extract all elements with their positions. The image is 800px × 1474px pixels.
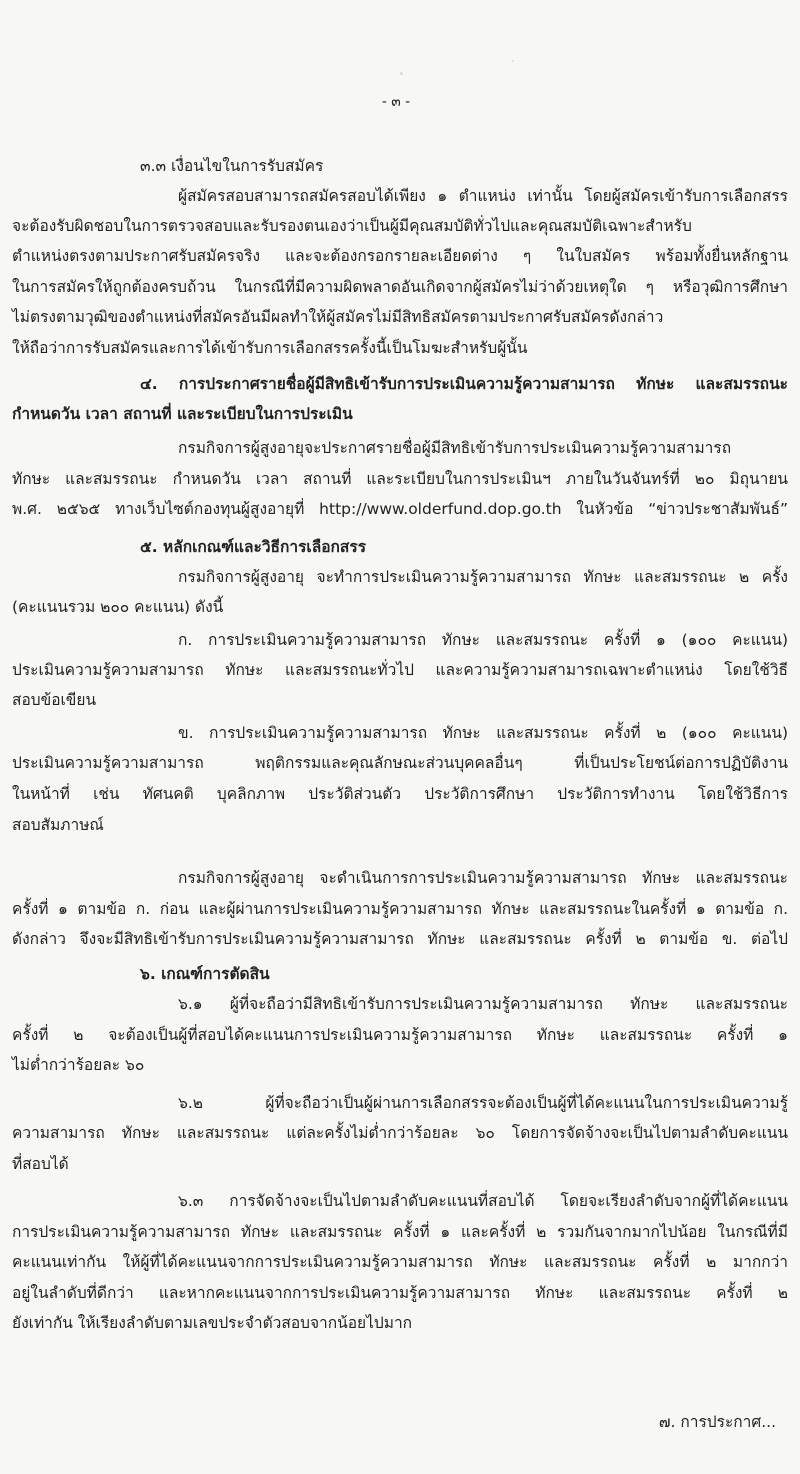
paragraph-line: ยังเท่ากัน ให้เรียงลำดับตามเลขประจำตัวสอบจากน้อยไปมาก — [12, 1314, 413, 1332]
paragraph-line: อยู่ในลำดับที่ดีกว่า และหากคะแนนจากการประเมินความรู้ความสามารถ ทักษะ และสมรรถนะ ครั้งที่ ๒ — [12, 1284, 788, 1302]
paragraph-line: ไม่ต่ำกว่าร้อยละ ๖๐ — [12, 1056, 145, 1074]
paragraph-line: ในหน้าที่ เช่น ทัศนคติ บุคลิกภาพ ประวัติส่วนตัว ประวัติการศึกษา ประวัติการทำงาน โดยใช้วิธีการ — [12, 785, 788, 803]
paragraph-line: ๖.๒ ผู้ที่จะถือว่าเป็นผู้ผ่านการเลือกสรรจะต้องเป็นผู้ที่ได้คะแนนในการประเมินความรู้ — [178, 1094, 788, 1112]
paragraph-line: ให้ถือว่าการรับสมัครและการได้เข้ารับการเลือกสรรครั้งนี้เป็นโมฆะสำหรับผู้นั้น — [12, 339, 528, 357]
paragraph-line: ผู้สมัครสอบสามารถสมัครสอบได้เพียง ๑ ตำแหน่ง เท่านั้น โดยผู้สมัครเข้ารับการเลือกสรร — [178, 187, 788, 205]
paragraph-line: ครั้งที่ ๒ จะต้องเป็นผู้ที่สอบได้คะแนนการประเมินความรู้ความสามารถ ทักษะ และสมรรถนะ ครั้งที่ ๑ — [12, 1026, 788, 1044]
paragraph-line: ๖.๑ ผู้ที่จะถือว่ามีสิทธิเข้ารับการประเมินความรู้ความสามารถ ทักษะ และสมรรถนะ — [178, 995, 788, 1013]
paragraph-line: สอบข้อเขียน — [12, 691, 97, 709]
paragraph-line: ๖.๓ การจัดจ้างจะเป็นไปตามลำดับคะแนนที่สอบได้ โดยจะเรียงลำดับจากผู้ที่ได้คะแนน — [178, 1192, 788, 1210]
section-3-3-heading: ๓.๓ เงื่อนไขในการรับสมัคร — [140, 157, 324, 175]
paragraph-line: ก. การประเมินความรู้ความสามารถ ทักษะ และสมรรถนะ ครั้งที่ ๑ (๑๐๐ คะแนน) — [178, 631, 788, 649]
scan-speck — [400, 72, 403, 75]
paragraph-line: ทักษะ และสมรรถนะ กำหนดวัน เวลา สถานที่ และระเบียบในการประเมินฯ ภายในวันจันทร์ที่ ๒๐ มิถุนายน — [12, 470, 788, 488]
paragraph-line: ที่สอบได้ — [12, 1155, 69, 1173]
section-4-heading-cont: กำหนดวัน เวลา สถานที่ และระเบียบในการประเมิน — [12, 405, 353, 423]
paragraph-line: ความสามารถ ทักษะ และสมรรถนะ แต่ละครั้งไม่ต่ำกว่าร้อยละ ๖๐ โดยการจัดจ้างจะเป็นไปตามลำดับคะแนน — [12, 1124, 788, 1142]
section-5-heading: ๕. หลักเกณฑ์และวิธีการเลือกสรร — [140, 538, 367, 556]
paragraph-line: ไม่ตรงตามวุฒิของตำแหน่งที่สมัครอันมีผลทำให้ผู้สมัครไม่มีสิทธิสมัครตามประกาศรับสมัครดังกล่าว — [12, 308, 664, 326]
paragraph-line: ข. การประเมินความรู้ความสามารถ ทักษะ และสมรรถนะ ครั้งที่ ๒ (๑๐๐ คะแนน) — [178, 724, 788, 742]
section-4-heading: ๔. การประกาศรายชื่อผู้มีสิทธิเข้ารับการประเมินความรู้ความสามารถ ทักษะ และสมรรถนะ — [140, 375, 788, 393]
paragraph-line: การประเมินความรู้ความสามารถ ทักษะ และสมรรถนะ ครั้งที่ ๑ และครั้งที่ ๒ รวมกันจากมากไปน้อย ในกรณีที่มี — [12, 1223, 788, 1241]
scan-speck — [512, 60, 514, 62]
paragraph-line: ครั้งที่ ๑ ตามข้อ ก. ก่อน และผู้ผ่านการประเมินความรู้ความสามารถ ทักษะ และสมรรถนะในครั้งที่ ๑ ตามข้อ ก. — [12, 900, 788, 918]
section-6-heading: ๖. เกณฑ์การตัดสิน — [140, 965, 270, 983]
paragraph-line: ประเมินความรู้ความสามารถ พฤติกรรมและคุณลักษณะส่วนบุคคลอื่นๆ ที่เป็นประโยชน์ต่อการปฏิบัติงาน — [12, 754, 788, 772]
paragraph-line: กรมกิจการผู้สูงอายุ จะทำการประเมินความรู้ความสามารถ ทักษะ และสมรรถนะ ๒ ครั้ง — [178, 568, 788, 586]
paragraph-line: สอบสัมภาษณ์ — [12, 816, 104, 834]
paragraph-line: ในการสมัครให้ถูกต้องครบถ้วน ในกรณีที่มีความผิดพลาดอันเกิดจากผู้สมัครไม่ว่าด้วยเหตุใด ๆ หรือวุฒิการศึกษา — [12, 278, 788, 296]
paragraph-line: ประเมินความรู้ความสามารถ ทักษะ และสมรรถนะทั่วไป และความรู้ความสามารถเฉพาะตำแหน่ง โดยใช้วิธี — [12, 661, 788, 679]
paragraph-line: กรมกิจการผู้สูงอายุจะประกาศรายชื่อผู้มีสิทธิเข้ารับการประเมินความรู้ความสามารถ — [178, 439, 732, 457]
paragraph-line: กรมกิจการผู้สูงอายุ จะดำเนินการการประเมินความรู้ความสามารถ ทักษะ และสมรรถนะ — [178, 869, 788, 887]
paragraph-line: จะต้องรับผิดชอบในการตรวจสอบและรับรองตนเองว่าเป็นผู้มีคุณสมบัติทั่วไปและคุณสมบัติเฉพาะสำหรับ — [12, 217, 692, 235]
paragraph-line: คะแนนเท่ากัน ให้ผู้ที่ได้คะแนนจากการประเมินความรู้ความสามารถ ทักษะ และสมรรถนะ ครั้งที่ ๒ มากกว่า — [12, 1253, 788, 1271]
paragraph-line: (คะแนนรวม ๒๐๐ คะแนน) ดังนี้ — [12, 598, 224, 616]
paragraph-line: ตำแหน่งตรงตามประกาศรับสมัครจริง และจะต้องกรอกรายละเอียดต่าง ๆ ในใบสมัคร พร้อมทั้งยื่นหลักฐาน — [12, 247, 788, 265]
page-number: - ๓ - — [381, 94, 411, 110]
continuation-marker: ๗. การประกาศ... — [658, 1413, 776, 1431]
paragraph-line: ดังกล่าว จึงจะมีสิทธิเข้ารับการประเมินความรู้ความสามารถ ทักษะ และสมรรถนะ ครั้งที่ ๒ ตามข้อ ข. ต่อไป — [12, 930, 788, 948]
paragraph-line: พ.ศ. ๒๕๖๕ ทางเว็บไซต์กองทุนผู้สูงอายุที่ http://www.olderfund.dop.go.th ในหัวข้อ “ข่าวประชาสัมพันธ์” — [12, 500, 788, 518]
